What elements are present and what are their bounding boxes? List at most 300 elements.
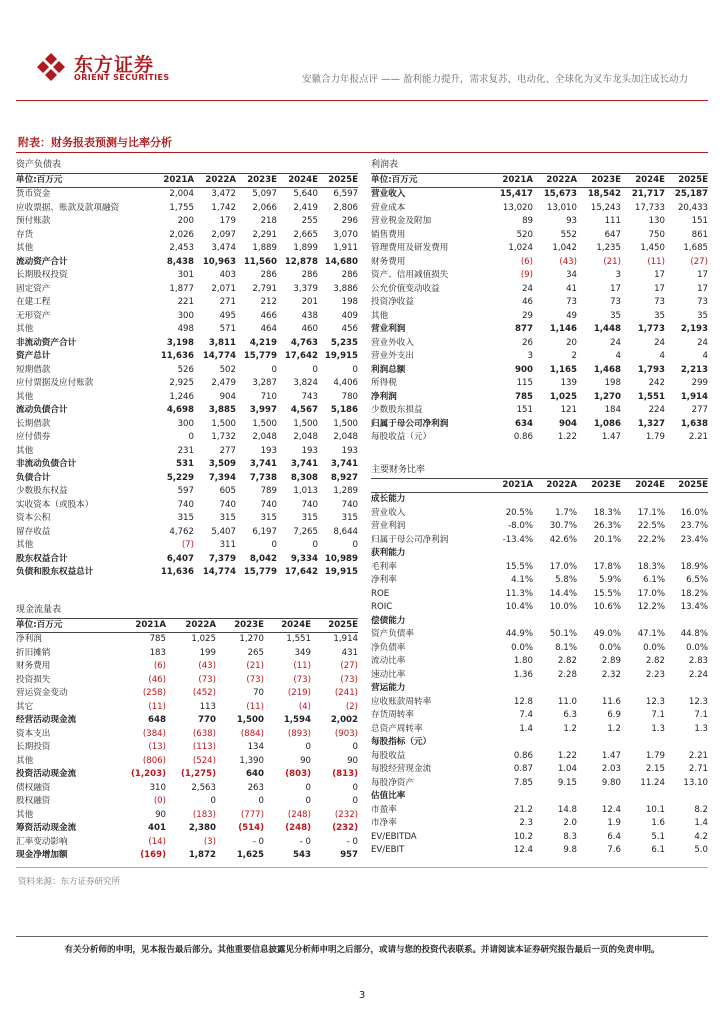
section-title: 附表：财务报表预测与比率分析 bbox=[18, 136, 172, 149]
row-label: 其他 bbox=[16, 755, 34, 766]
cell-value: 139 bbox=[560, 378, 577, 388]
row-label: 其他 bbox=[16, 540, 34, 550]
cell-value: 15,779 bbox=[243, 567, 277, 577]
cell-value: 1.22 bbox=[557, 432, 577, 442]
row-label: 其他 bbox=[16, 391, 34, 402]
table-caption: 资产负债表 bbox=[16, 160, 62, 170]
cell-value: 1.6 bbox=[651, 818, 665, 828]
cell-value: (13) bbox=[148, 742, 166, 752]
cell-value: 11,560 bbox=[243, 256, 277, 267]
cell-value: 12.8 bbox=[513, 696, 533, 707]
cell-value: 1,327 bbox=[637, 418, 665, 429]
cell-value: 2.21 bbox=[688, 432, 709, 442]
cell-value: 35 bbox=[610, 310, 621, 321]
cell-value: (27) bbox=[690, 256, 709, 267]
row-label: 流动负债合计 bbox=[16, 405, 68, 415]
row-label: 营业外支出 bbox=[371, 351, 414, 361]
cell-value: (248) bbox=[285, 823, 311, 833]
table-row bbox=[16, 350, 358, 364]
cell-value: 495 bbox=[219, 310, 236, 321]
cell-value: 7.85 bbox=[513, 777, 533, 788]
cell-value: 6.1 bbox=[651, 845, 665, 855]
table-row bbox=[16, 539, 358, 553]
cell-value: 1,638 bbox=[680, 418, 709, 429]
table-row bbox=[371, 431, 708, 445]
table-row bbox=[16, 404, 358, 418]
cell-value: 3 bbox=[615, 270, 621, 280]
cell-value: 0 bbox=[312, 364, 318, 375]
cell-value: 900 bbox=[515, 364, 533, 375]
cell-value: 29 bbox=[522, 310, 533, 321]
cell-value: 7,394 bbox=[208, 472, 236, 483]
cell-value: 35 bbox=[654, 310, 665, 321]
row-label: 非流动负债合计 bbox=[16, 459, 77, 469]
row-label: 预付账款 bbox=[16, 216, 51, 226]
cell-value: 0.0% bbox=[599, 642, 621, 653]
table-row bbox=[371, 534, 708, 548]
table-row bbox=[16, 229, 358, 243]
unit-header: 单位:百万元 bbox=[16, 618, 116, 633]
cell-value: 183 bbox=[149, 647, 166, 658]
source-divider bbox=[16, 867, 708, 868]
cell-value: 0 bbox=[352, 796, 359, 806]
cell-value: 1,500 bbox=[333, 418, 359, 429]
table-row bbox=[371, 561, 708, 575]
source-note: 资料来源：东方证券研究所 bbox=[18, 877, 121, 887]
cell-value: 34 bbox=[566, 270, 577, 280]
table-row bbox=[16, 310, 358, 324]
cell-value: 552 bbox=[560, 229, 577, 240]
cell-value: 7,379 bbox=[208, 553, 236, 564]
cell-value: (183) bbox=[192, 809, 216, 820]
cell-value: (2) bbox=[345, 701, 359, 712]
table-header-row bbox=[371, 173, 708, 188]
row-label: 汇率变动影响 bbox=[16, 836, 68, 847]
cell-value: 2,665 bbox=[293, 229, 318, 240]
cell-value: 18.2% bbox=[680, 588, 709, 599]
cell-value: 1,013 bbox=[293, 486, 318, 496]
row-label: 债权融资 bbox=[16, 782, 51, 793]
table-header-row bbox=[16, 618, 358, 633]
cell-value: 277 bbox=[691, 405, 709, 415]
row-label: 每股收益（元） bbox=[371, 432, 432, 442]
cell-value: 221 bbox=[177, 297, 194, 307]
cell-value bbox=[533, 547, 577, 561]
row-label: 投资损失 bbox=[16, 674, 51, 685]
row-label: 固定资产 bbox=[16, 283, 51, 294]
cell-value: 130 bbox=[648, 216, 665, 226]
table-row bbox=[16, 660, 358, 674]
cell-value: 73 bbox=[610, 297, 621, 307]
cell-value: 7,265 bbox=[293, 526, 318, 537]
row-label: 获利能力 bbox=[371, 548, 406, 558]
header-divider bbox=[16, 100, 708, 101]
cell-value bbox=[489, 493, 533, 507]
cell-value: 311 bbox=[219, 540, 236, 550]
row-label: 资本公积 bbox=[16, 513, 51, 523]
cell-value: 3,741 bbox=[249, 459, 277, 469]
table-row bbox=[16, 782, 358, 796]
cell-value: 17 bbox=[697, 270, 709, 280]
table-caption-row bbox=[371, 464, 708, 478]
year-header: 2024E bbox=[621, 478, 665, 493]
cell-value: 438 bbox=[301, 310, 318, 321]
cell-value: 224 bbox=[648, 405, 665, 415]
cell-value: 310 bbox=[149, 782, 166, 793]
table-row bbox=[16, 647, 358, 661]
cell-value: 151 bbox=[516, 405, 533, 415]
row-label: 投资活动现金流 bbox=[16, 769, 77, 779]
cell-value: 4,698 bbox=[166, 405, 194, 415]
cell-value bbox=[533, 682, 577, 696]
table-row bbox=[16, 256, 358, 270]
cell-value: 90 bbox=[155, 809, 166, 820]
cell-value: 18.9% bbox=[680, 561, 709, 572]
table-row bbox=[16, 485, 358, 499]
table-header-row bbox=[16, 173, 358, 188]
cell-value bbox=[621, 790, 665, 804]
cell-value: 1,468 bbox=[593, 364, 621, 375]
cell-value: 1.79 bbox=[645, 432, 665, 442]
cell-value: 1,732 bbox=[211, 432, 236, 442]
cell-value: 20 bbox=[566, 337, 577, 348]
row-label: 其他 bbox=[16, 324, 34, 334]
cell-value: 286 bbox=[260, 270, 277, 280]
table-header-row bbox=[371, 478, 708, 493]
cell-value: 0.0% bbox=[511, 642, 533, 653]
cell-value: 1,450 bbox=[640, 243, 665, 253]
cell-value: 7.6 bbox=[607, 845, 621, 855]
cell-value: 2,002 bbox=[330, 715, 359, 725]
cell-value: 1,551 bbox=[286, 634, 311, 644]
cell-value: 2.0 bbox=[563, 818, 577, 828]
cell-value: 7.1 bbox=[651, 710, 665, 720]
table-row bbox=[371, 404, 708, 418]
cell-value: 42.6% bbox=[549, 534, 577, 545]
cell-value: 73 bbox=[566, 297, 577, 307]
cell-value: 2,563 bbox=[191, 782, 216, 793]
cell-value: (903) bbox=[334, 728, 359, 739]
cell-value: 271 bbox=[219, 297, 236, 307]
cell-value: 12.4 bbox=[601, 804, 621, 815]
cell-value: (6) bbox=[520, 256, 533, 267]
cell-value: 1,165 bbox=[549, 364, 577, 375]
cell-value: 8,927 bbox=[330, 472, 359, 483]
brand-name-en: ORIENT SECURITIES bbox=[74, 73, 170, 82]
cell-value: 10.6% bbox=[593, 602, 621, 612]
cell-value: 89 bbox=[522, 216, 533, 226]
cell-value: 0 bbox=[305, 796, 311, 806]
cell-value: 242 bbox=[648, 378, 665, 388]
cell-value bbox=[489, 547, 533, 561]
cell-value: 193 bbox=[260, 445, 277, 456]
cell-value bbox=[489, 790, 533, 804]
table-row bbox=[371, 377, 708, 391]
cell-value: 1.4 bbox=[519, 723, 533, 734]
table-caption: 利润表 bbox=[371, 160, 399, 170]
cell-value: (1,275) bbox=[180, 769, 216, 779]
cell-value: 1,625 bbox=[236, 850, 264, 860]
cell-value: 1.79 bbox=[645, 750, 665, 761]
cell-value: 0 bbox=[305, 742, 311, 752]
cell-value: (46) bbox=[148, 674, 166, 685]
row-label: 现金净增加额 bbox=[16, 850, 68, 860]
row-label: 其他 bbox=[371, 310, 389, 321]
table-row bbox=[371, 588, 708, 602]
table-row bbox=[371, 283, 708, 297]
row-label: 长期借款 bbox=[16, 418, 51, 429]
row-label: 财务费用 bbox=[16, 661, 51, 671]
row-label: 市净率 bbox=[371, 818, 397, 828]
cell-value: 8.3 bbox=[563, 831, 577, 842]
cell-value: 3,885 bbox=[208, 405, 236, 415]
cell-value: 401 bbox=[148, 823, 166, 833]
cell-value: 2,419 bbox=[293, 202, 318, 213]
cell-value: 2.28 bbox=[557, 669, 577, 680]
cell-value: 6.3 bbox=[563, 710, 577, 720]
row-label: 折旧摊销 bbox=[16, 647, 51, 658]
cell-value: 300 bbox=[177, 418, 194, 429]
cell-value: 12.4 bbox=[513, 845, 533, 855]
cell-value: 20.5% bbox=[505, 507, 533, 518]
cell-value: 26.3% bbox=[593, 521, 621, 531]
table-row bbox=[371, 350, 708, 364]
row-label: 其他 bbox=[16, 445, 34, 456]
cell-value: 73 bbox=[697, 297, 709, 307]
cell-value: 111 bbox=[604, 216, 621, 226]
cell-value: 2,925 bbox=[169, 378, 194, 388]
cell-value: 2.89 bbox=[601, 656, 621, 666]
cell-value: 2,806 bbox=[333, 202, 359, 213]
cell-value: 2,193 bbox=[680, 324, 709, 334]
cell-value: (73) bbox=[246, 674, 264, 685]
table-row bbox=[371, 188, 708, 202]
table-row bbox=[16, 283, 358, 297]
cell-value: 5,407 bbox=[211, 526, 236, 537]
row-label: 股权融资 bbox=[16, 796, 51, 806]
cell-value: 3,509 bbox=[208, 459, 236, 469]
cell-value: 315 bbox=[177, 513, 194, 523]
table-row bbox=[16, 701, 358, 715]
group-header-row bbox=[371, 790, 708, 804]
cell-value: 0 bbox=[210, 796, 216, 806]
cell-value: 13,010 bbox=[546, 202, 577, 213]
cell-value: (4) bbox=[298, 701, 311, 712]
cell-value: 750 bbox=[648, 229, 665, 240]
cell-value: 41 bbox=[566, 283, 577, 294]
row-label: 归属于母公司净利润 bbox=[371, 534, 449, 545]
cell-value: 4,567 bbox=[290, 405, 318, 415]
cell-value: 20,433 bbox=[677, 202, 709, 213]
year-header: 2021A bbox=[116, 618, 166, 633]
cell-value: 349 bbox=[294, 647, 311, 658]
unit-header bbox=[371, 478, 489, 493]
cell-value bbox=[665, 615, 708, 629]
cell-value: 8,438 bbox=[166, 256, 194, 267]
table-row bbox=[371, 601, 708, 615]
table-row bbox=[371, 242, 708, 256]
cell-value: (0) bbox=[153, 796, 166, 806]
table-row bbox=[371, 391, 708, 405]
cell-value: 6.4 bbox=[607, 831, 621, 842]
cell-value: 113 bbox=[199, 701, 216, 712]
cell-value: 201 bbox=[301, 297, 318, 307]
cell-value: 179 bbox=[219, 216, 236, 226]
cell-value: 1,246 bbox=[169, 391, 194, 402]
cell-value: 5,229 bbox=[166, 472, 194, 483]
cell-value: 571 bbox=[219, 324, 236, 334]
cell-value: 13,020 bbox=[502, 202, 533, 213]
table-row bbox=[371, 256, 708, 270]
cell-value: 3,741 bbox=[330, 459, 359, 469]
row-label: 非流动资产合计 bbox=[16, 337, 77, 348]
cell-value: 296 bbox=[341, 216, 359, 226]
cell-value: (219) bbox=[287, 688, 311, 698]
table-row bbox=[16, 431, 358, 445]
cell-value: 115 bbox=[516, 378, 533, 388]
cell-value: 1,755 bbox=[169, 202, 194, 213]
table-row bbox=[16, 472, 358, 486]
cell-value: 49.0% bbox=[593, 629, 621, 639]
cell-value: 13.10 bbox=[683, 777, 709, 788]
cell-value: 7.1 bbox=[694, 710, 709, 720]
cell-value: 1,024 bbox=[508, 243, 533, 253]
cell-value: 1,235 bbox=[596, 243, 621, 253]
cell-value: 3,070 bbox=[333, 229, 359, 240]
cell-value: (884) bbox=[240, 728, 264, 739]
cell-value: 502 bbox=[219, 364, 236, 375]
cell-value bbox=[577, 682, 621, 696]
cell-value: 22.5% bbox=[637, 521, 665, 531]
cell-value: 20.1% bbox=[593, 534, 621, 545]
cell-value: 1,793 bbox=[637, 364, 665, 375]
cell-value: 1,500 bbox=[211, 418, 236, 429]
cell-value: 4 bbox=[615, 351, 621, 361]
cell-value: 11.6 bbox=[601, 696, 621, 707]
cell-value: (11) bbox=[293, 661, 311, 671]
table-caption-row bbox=[16, 159, 358, 173]
cell-value: 877 bbox=[515, 324, 533, 334]
table-row bbox=[371, 364, 708, 378]
cell-value: (3) bbox=[203, 836, 216, 847]
report-title: 安徽合力年报点评 —— 盈利能力提升，需求复苏、电动化、全球化为叉车龙头加注成长动力 bbox=[301, 74, 688, 85]
cell-value: 543 bbox=[293, 850, 311, 860]
cell-value: (514) bbox=[238, 823, 264, 833]
cell-value: 861 bbox=[691, 229, 709, 240]
cell-value: 212 bbox=[260, 297, 277, 307]
cell-value: 10.2 bbox=[513, 831, 533, 842]
cell-value: 0.86 bbox=[513, 750, 533, 761]
cell-value: 231 bbox=[177, 445, 194, 456]
cell-value: 520 bbox=[516, 229, 533, 240]
table-row bbox=[371, 750, 708, 764]
cell-value: 17.0% bbox=[549, 561, 577, 572]
cell-value: 3,287 bbox=[252, 378, 277, 388]
table-row bbox=[16, 377, 358, 391]
row-label: 其他 bbox=[16, 809, 34, 820]
table-row bbox=[16, 188, 358, 202]
row-label: 营业收入 bbox=[371, 189, 406, 199]
cell-value: (452) bbox=[192, 688, 216, 698]
cell-value: 6,407 bbox=[166, 553, 194, 564]
cell-value: 0 bbox=[352, 742, 359, 752]
cell-value: 25,187 bbox=[674, 189, 709, 199]
cell-value: 770 bbox=[198, 715, 216, 725]
cell-value: 70 bbox=[253, 688, 264, 698]
cell-value: 11,636 bbox=[160, 351, 194, 361]
row-label: 少数股东损益 bbox=[371, 405, 423, 415]
row-label: 实收资本（或股本） bbox=[16, 499, 94, 510]
cell-value: 4.2 bbox=[694, 831, 709, 842]
year-header: 2023E bbox=[216, 618, 264, 633]
cell-value: (803) bbox=[285, 769, 311, 779]
row-label: 营业外收入 bbox=[371, 337, 414, 348]
cell-value: 6.9 bbox=[607, 710, 621, 720]
row-label: 资产、信用减值损失 bbox=[371, 270, 449, 280]
table-row bbox=[371, 215, 708, 229]
cell-value: 1.47 bbox=[601, 750, 621, 761]
row-label: 存货周转率 bbox=[371, 710, 414, 720]
row-label: 成长能力 bbox=[371, 494, 406, 504]
cell-value: (73) bbox=[293, 674, 311, 685]
row-label: ROE bbox=[371, 588, 390, 599]
table-row bbox=[371, 804, 708, 818]
cell-value: 17.1% bbox=[637, 507, 665, 518]
table-row bbox=[371, 777, 708, 791]
row-label: 其它 bbox=[16, 701, 34, 712]
cell-value: 647 bbox=[604, 229, 621, 240]
cell-value: (6) bbox=[153, 661, 166, 671]
cell-value: 17.0% bbox=[637, 588, 665, 599]
year-header: 2024E bbox=[621, 173, 665, 188]
cell-value: 8.1% bbox=[555, 642, 577, 653]
cell-value bbox=[533, 790, 577, 804]
table-row bbox=[16, 566, 358, 580]
cell-value: (806) bbox=[142, 755, 166, 766]
cell-value: 2 bbox=[571, 351, 577, 361]
row-label: 投资净收益 bbox=[371, 297, 414, 307]
row-label: 估值比率 bbox=[371, 791, 406, 801]
cell-value: 17,642 bbox=[284, 567, 318, 577]
cell-value: 1,551 bbox=[637, 391, 665, 402]
cell-value: 4,406 bbox=[333, 378, 359, 388]
table-row bbox=[371, 229, 708, 243]
cell-value: 710 bbox=[260, 391, 277, 402]
cell-value: 14.8 bbox=[557, 804, 577, 815]
table-caption-row bbox=[16, 604, 358, 618]
row-label: 无形资产 bbox=[16, 310, 51, 321]
cell-value: 1,914 bbox=[333, 634, 359, 644]
group-header-row bbox=[371, 493, 708, 507]
cell-value: 12,878 bbox=[284, 256, 318, 267]
year-header: 2021A bbox=[152, 173, 194, 188]
year-header: 2021A bbox=[489, 173, 533, 188]
cell-value: 4,762 bbox=[169, 526, 194, 537]
year-header: 2023E bbox=[236, 173, 277, 188]
cell-value: 12.3 bbox=[645, 696, 665, 707]
cell-value: 1,025 bbox=[549, 391, 577, 402]
cell-value: 47.1% bbox=[637, 629, 665, 639]
income-statement-table bbox=[371, 159, 708, 445]
cell-value: 265 bbox=[247, 647, 264, 658]
cell-value: 299 bbox=[691, 378, 709, 388]
cell-value: 17.8% bbox=[593, 561, 621, 572]
row-label: 所得税 bbox=[371, 378, 397, 388]
table-row bbox=[371, 844, 708, 858]
cell-value: (11) bbox=[148, 701, 166, 712]
cell-value: 10.0% bbox=[549, 602, 577, 612]
cell-value: (43) bbox=[198, 661, 216, 671]
